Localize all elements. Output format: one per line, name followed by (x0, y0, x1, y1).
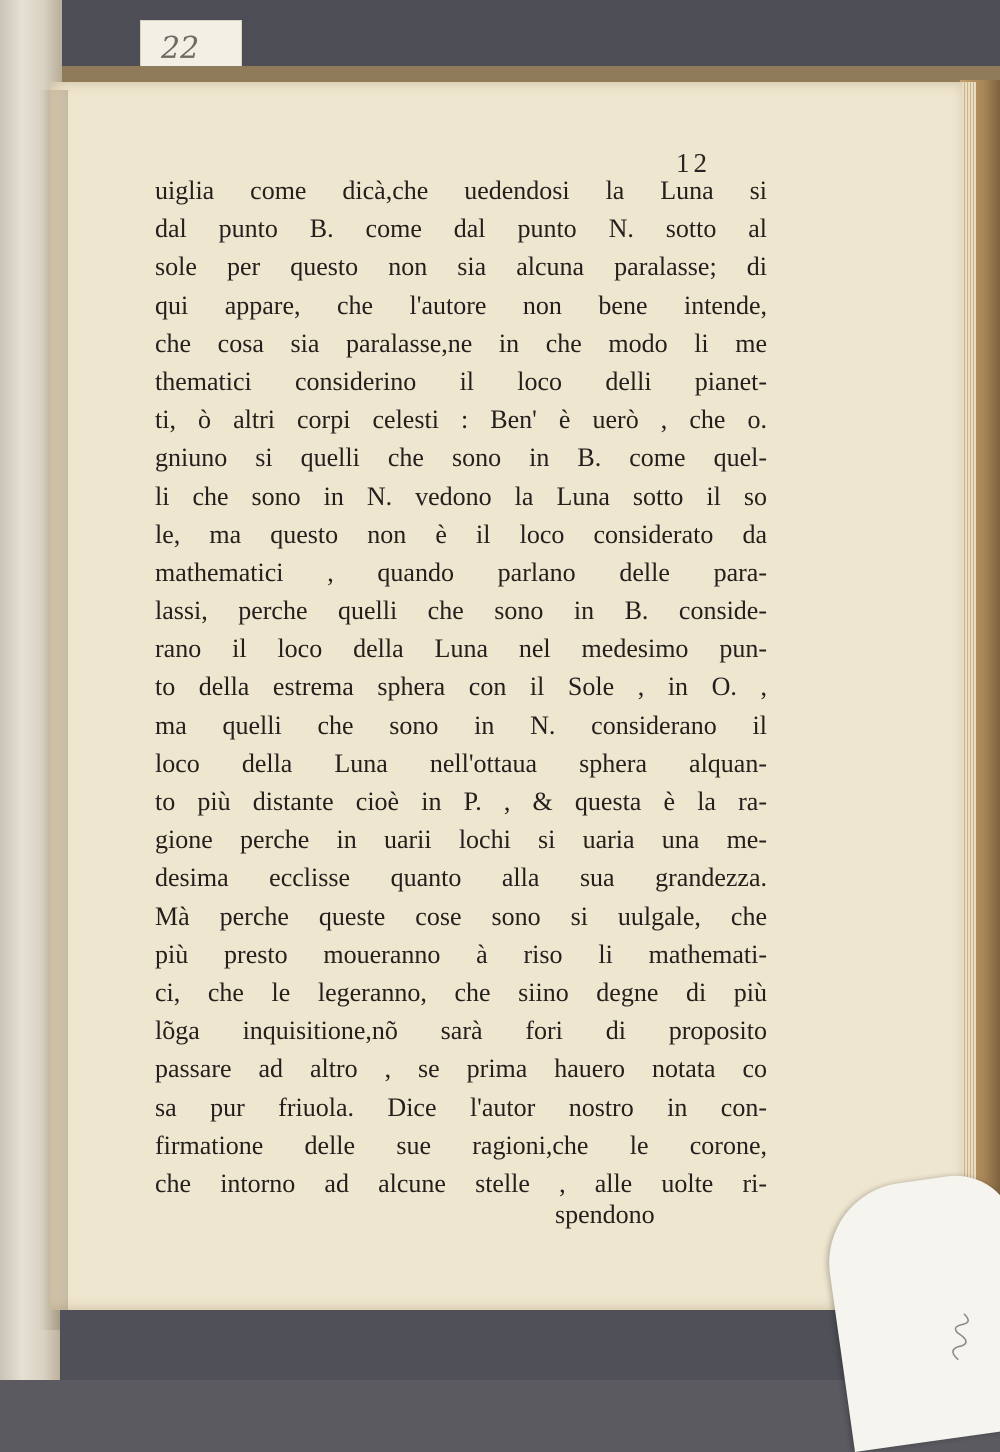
text-line: li che sono in N. vedono la Luna sotto il so (155, 481, 767, 511)
text-line: uiglia come dicà,che uedendosi la Luna si (155, 176, 767, 205)
text-line: lassi, perche quelli che sono in B. conside- (155, 596, 767, 626)
text-line: le, ma questo non è il loco considerato da (155, 519, 767, 549)
text-line: sole per questo non sia alcuna paralasse; di (155, 252, 767, 282)
text-line: rano il loco della Luna nel medesimo pun- (155, 634, 767, 664)
text-line: sa pur friuola. Dice l'autor nostro in con- (155, 1092, 767, 1122)
text-line: loco della Luna nell'ottaua sphera alquan- (155, 748, 767, 778)
text-line: ci, che le legeranno, che siino degne di più (155, 977, 767, 1007)
page-number: 12 (676, 148, 711, 178)
text-line: passare ad altro , se prima hauero notata co (155, 1054, 767, 1084)
text-line: desima ecclisse quanto alla sua grandezza. (155, 863, 767, 893)
text-line: che cosa sia paralasse,ne in che modo li me (155, 328, 767, 358)
catchword: spendono (555, 1200, 655, 1229)
text-line: ma quelli che sono in N. considerano il (155, 710, 767, 740)
text-line: dal punto B. come dal punto N. sotto al (155, 214, 767, 244)
bottom-background (60, 1310, 960, 1380)
text-line: gione perche in uarii lochi si uaria una me- (155, 825, 767, 855)
text-line: to più distante cioè in P. , & questa è la ra- (155, 787, 767, 816)
text-line: thematici considerino il loco delli pianet- (155, 366, 767, 396)
text-line: mathematici , quando parlano delle para- (155, 557, 767, 587)
text-line: ti, ò altri corpi celesti : Ben' è uerò , che o. (155, 405, 767, 435)
text-line: gniuno si quelli che sono in B. come quel- (155, 443, 767, 473)
text-line: to della estrema sphera con il Sole , in O. , (155, 672, 767, 702)
shelfmark-number: 22 (161, 31, 200, 66)
text-line: che intorno ad alcune stelle , alle uolte ri- (155, 1168, 767, 1198)
text-line: più presto moueranno à riso li mathemati- (155, 939, 767, 969)
text-line: qui appare, che l'autore non bene intende, (155, 290, 767, 320)
page-stack-edge (962, 82, 976, 1310)
body-text (155, 172, 767, 1203)
text-line: Mà perche queste cose sono si uulgale, che (155, 901, 767, 931)
text-line: firmatione delle sue ragioni,che le corone, (155, 1130, 767, 1160)
handwriting-mark (938, 1299, 980, 1364)
gutter-shadow (38, 90, 68, 1330)
text-line: lõga inquisitione,nõ sarà fori di proposito (155, 1016, 767, 1046)
